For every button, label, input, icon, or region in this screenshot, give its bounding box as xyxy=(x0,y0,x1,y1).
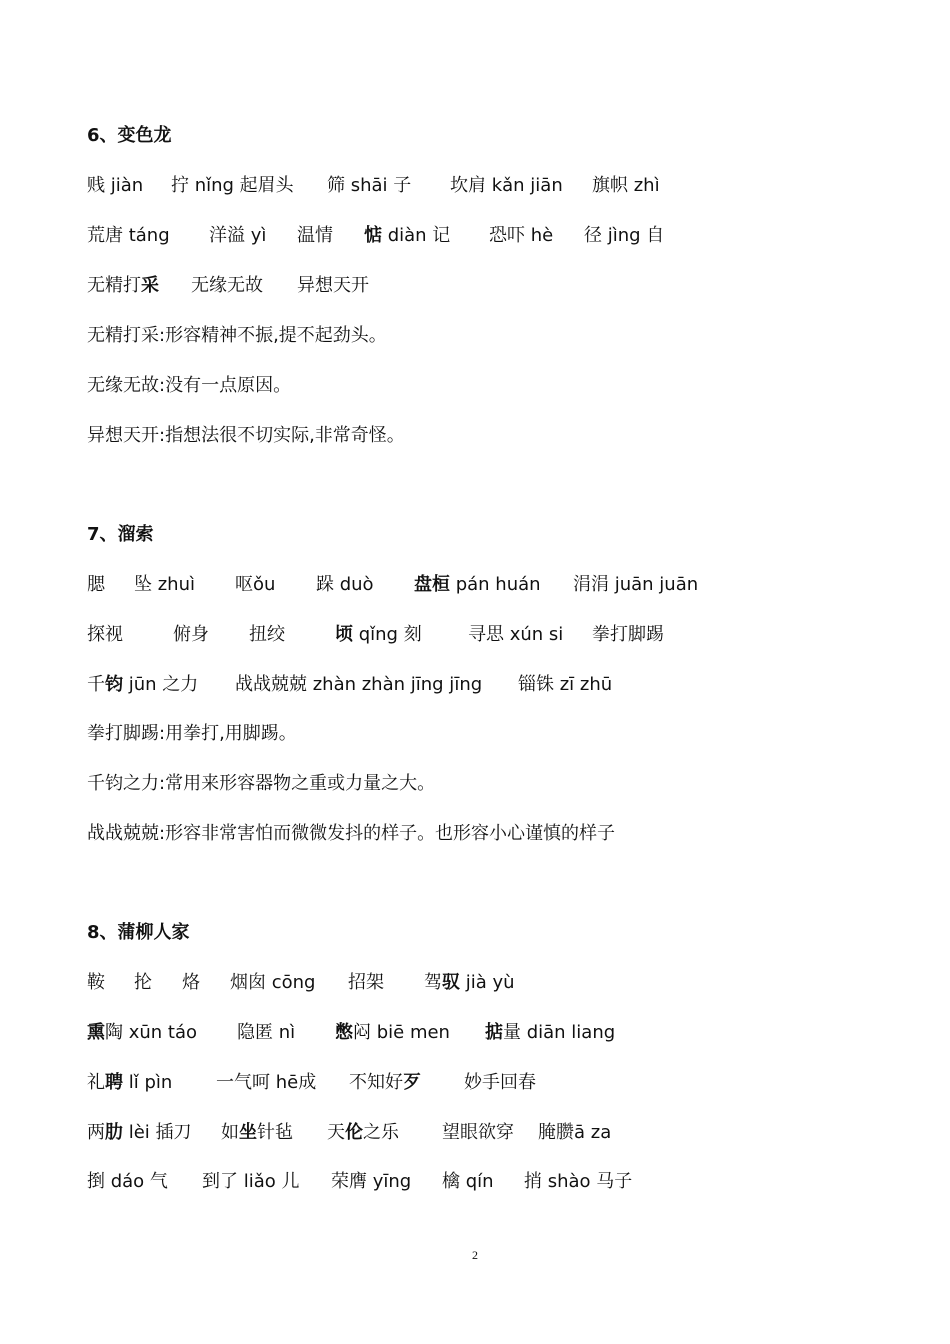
vocab-word: 烟囱 cōng xyxy=(230,972,316,993)
section-6-definition-2: 无缘无故:没有一点原因。 xyxy=(87,375,292,396)
vocab-word: 无缘无故 xyxy=(191,275,263,296)
vocab-word xyxy=(335,620,422,650)
vocab-word: 望眼欲穿 xyxy=(442,1122,514,1143)
section-7-title: 7、溜索 xyxy=(87,524,154,545)
vocab-word: 荒唐 táng xyxy=(87,225,170,246)
bold-character: 钧 xyxy=(105,674,123,695)
bold-character: 驭 xyxy=(442,972,460,993)
bold-character: 熏 xyxy=(87,1022,105,1043)
vocab-word: 扭绞 xyxy=(249,624,285,645)
vocab-word: 拧 nǐng 起眉头 xyxy=(171,175,294,196)
vocab-pinyin: jūn 之力 xyxy=(123,674,199,695)
vocab-word: 锱铢 zī zhū xyxy=(518,674,613,695)
vocab-word: 涓涓 juān juān xyxy=(573,574,699,595)
vocab-pinyin: jià yù xyxy=(460,972,515,993)
section-6-title: 6、变色龙 xyxy=(87,125,172,146)
vocab-text: 天 xyxy=(327,1122,345,1143)
vocab-word: 腮 xyxy=(87,574,105,595)
vocab-pinyin: 量 diān liang xyxy=(503,1022,616,1043)
vocab-word xyxy=(424,968,515,998)
vocab-word: 旗帜 zhì xyxy=(592,175,660,196)
vocab-word xyxy=(414,570,541,600)
vocab-word xyxy=(87,1118,192,1148)
page-number: 2 xyxy=(472,1248,478,1262)
vocab-word: 檎 qín xyxy=(442,1171,494,1192)
vocab-word: 异想天开 xyxy=(297,275,369,296)
bold-character: 憋 xyxy=(335,1022,353,1043)
bold-character: 坐 xyxy=(239,1122,257,1143)
vocab-text: 不知好 xyxy=(349,1072,403,1093)
vocab-word: 坎肩 kǎn jiān xyxy=(450,175,563,196)
vocab-word: 抡 xyxy=(134,972,152,993)
vocab-word xyxy=(364,221,450,251)
bold-character: 采 xyxy=(141,275,159,296)
vocab-word: 筛 shāi 子 xyxy=(327,175,412,196)
vocab-word xyxy=(349,1068,421,1098)
vocab-word: 坠 zhuì xyxy=(134,574,195,595)
bold-character: 歹 xyxy=(403,1072,421,1093)
vocab-word: 捯 dáo 气 xyxy=(87,1171,168,1192)
section-6-definition-3: 异想天开:指想法很不切实际,非常奇怪。 xyxy=(87,425,405,446)
section-7-definition-2: 千钧之力:常用来形容器物之重或力量之大。 xyxy=(87,773,436,794)
vocab-word: 战战兢兢 zhàn zhàn jīng jīng xyxy=(235,674,483,695)
vocab-pinyin: 陶 xūn táo xyxy=(105,1022,198,1043)
vocab-word: 拳打脚踢 xyxy=(592,624,664,645)
vocab-word: 腌臜ā za xyxy=(538,1122,612,1143)
vocab-word: 洋溢 yì xyxy=(209,225,267,246)
vocab-word: 呕ǒu xyxy=(235,574,276,595)
vocab-word: 鞍 xyxy=(87,972,105,993)
vocab-word: 烙 xyxy=(182,972,200,993)
section-6-definition-1: 无精打采:形容精神不振,提不起劲头。 xyxy=(87,325,387,346)
bold-character: 惦 xyxy=(364,225,382,246)
vocab-text: 如 xyxy=(221,1122,239,1143)
vocab-pinyin: pán huán xyxy=(450,574,541,595)
vocab-text: 之乐 xyxy=(363,1122,399,1143)
vocab-pinyin: diàn 记 xyxy=(382,225,451,246)
bold-character: 肋 xyxy=(105,1122,123,1143)
bold-character: 聘 xyxy=(105,1072,123,1093)
idiom-text: 无精打 xyxy=(87,275,141,296)
vocab-word: 跺 duò xyxy=(316,574,374,595)
vocab-word: 隐匿 nì xyxy=(237,1022,296,1043)
vocab-word: 到了 liǎo 儿 xyxy=(202,1171,300,1192)
vocab-word xyxy=(87,1018,197,1048)
vocab-word xyxy=(335,1018,450,1048)
vocab-word xyxy=(87,1068,172,1098)
vocab-word xyxy=(327,1118,399,1148)
bold-character: 伦 xyxy=(345,1122,363,1143)
vocab-word xyxy=(87,670,198,700)
vocab-pinyin: qǐng 刻 xyxy=(353,624,422,645)
bold-character: 掂 xyxy=(485,1022,503,1043)
vocab-word: 招架 xyxy=(348,972,384,993)
vocab-text: 千 xyxy=(87,674,105,695)
vocab-word: 荣膺 yīng xyxy=(331,1171,412,1192)
bold-character: 顷 xyxy=(335,624,353,645)
vocab-word: 恐吓 hè xyxy=(489,225,554,246)
vocab-text: 针毡 xyxy=(257,1122,293,1143)
vocab-word xyxy=(485,1018,615,1048)
vocab-word: 妙手回春 xyxy=(464,1072,536,1093)
vocab-word: 径 jìng 自 xyxy=(584,225,665,246)
section-7-definition-1: 拳打脚踢:用拳打,用脚踢。 xyxy=(87,723,297,744)
vocab-word: 寻思 xún si xyxy=(468,624,564,645)
vocab-word: 探视 xyxy=(87,624,123,645)
bold-character: 盘桓 xyxy=(414,574,450,595)
vocab-word: 捎 shào 马子 xyxy=(524,1171,633,1192)
vocab-word: 贱 jiàn xyxy=(87,175,144,196)
vocab-text: 礼 xyxy=(87,1072,105,1093)
vocab-text: 驾 xyxy=(424,972,442,993)
vocab-word xyxy=(87,271,159,301)
vocab-pinyin: lǐ pìn xyxy=(123,1072,173,1093)
vocab-pinyin: 闷 biē men xyxy=(353,1022,450,1043)
vocab-word xyxy=(221,1118,293,1148)
section-7-definition-3: 战战兢兢:形容非常害怕而微微发抖的样子。也形容小心谨慎的样子 xyxy=(87,823,616,844)
vocab-pinyin: lèi 插刀 xyxy=(123,1122,192,1143)
section-8-title: 8、蒲柳人家 xyxy=(87,922,190,943)
vocab-word: 温情 xyxy=(297,225,333,246)
vocab-word: 俯身 xyxy=(173,624,209,645)
vocab-word: 一气呵 hē成 xyxy=(216,1072,317,1093)
vocab-text: 两 xyxy=(87,1122,105,1143)
